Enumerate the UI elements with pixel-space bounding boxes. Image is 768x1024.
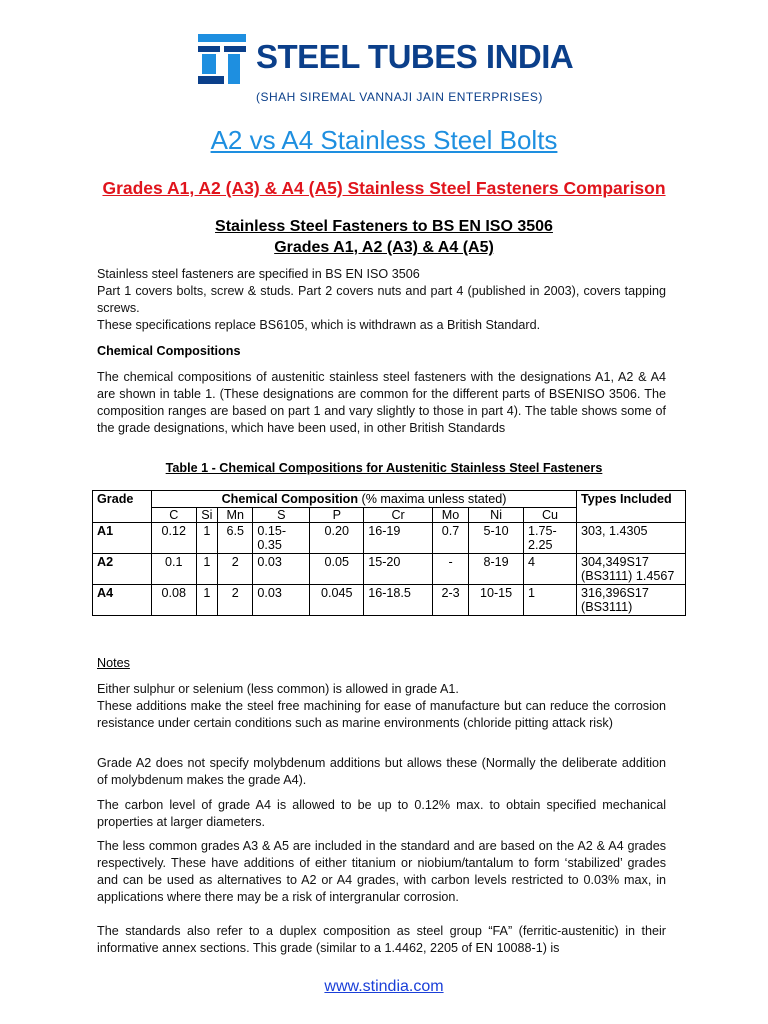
value-cell: 0.08 [152,585,197,616]
note-2: These additions make the steel free machining for ease of manufacture but can reduce the corrosion resistance under certain conditions such as marine environments (chloride pitting attack risk) [97,699,666,730]
value-cell: 16-18.5 [364,585,433,616]
value-cell: 0.12 [152,523,197,554]
website-link[interactable]: www.stindia.com [324,978,444,995]
types-cell: 316,396S17 (BS3111) [577,585,686,616]
brand-subtitle: (SHAH SIREMAL VANNAJI JAIN ENTERPRISES) [256,90,543,104]
table-row-a1 [93,523,686,554]
composition-table [92,490,686,616]
table-row-a2 [93,554,686,585]
value-cell: 0.05 [310,554,364,585]
intro-line3: These specifications replace BS6105, which is withdrawn as a British Standard. [97,318,541,332]
grade-cell: A1 [93,523,152,554]
element-cr: Cr [364,508,433,523]
value-cell: 10-15 [469,585,524,616]
types-cell: 303, 1.4305 [577,523,686,554]
chem-composition-header [152,491,577,508]
brand-name: STEEL TUBES INDIA [256,38,574,75]
chem-section-title: Chemical Compositions [97,344,241,358]
chem-composition-header-rest: (% maxima unless stated) [358,492,507,506]
company-logo [196,32,574,112]
note-6: The standards also refer to a duplex composition as steel group “FA” (ferritic-austenitic) in their informative annex sections. This grade (similar to a 1.4462, 2205 of EN 10088-1) is [97,924,666,955]
value-cell: 0.045 [310,585,364,616]
value-cell: 2 [218,554,253,585]
value-cell: 2 [218,585,253,616]
types-cell: 304,349S17 (BS3111) 1.4567 [577,554,686,585]
element-c: C [152,508,197,523]
element-s: S [253,508,310,523]
element-si: Si [196,508,218,523]
value-cell: 6.5 [218,523,253,554]
value-cell: - [432,554,468,585]
grade-header: Grade [93,491,152,523]
value-cell: 1 [196,523,218,554]
note-5: The less common grades A3 & A5 are included in the standard and are based on the A2 & A4 grades respectively. These have additions of either titanium or niobium/tantalum to form ‘stabilized’ grades and can be used as alternatives to A2 or A4 grades, with carbon levels restricted to 0.03% max, in applications where there may be a risk of intergranular corrosion. [97,839,666,904]
value-cell: 0.15-0.35 [253,523,310,554]
page-title: A2 vs A4 Stainless Steel Bolts [210,125,558,155]
element-p: P [310,508,364,523]
grade-cell: A2 [93,554,152,585]
value-cell: 4 [524,554,577,585]
section-heading-line2: Grades A1, A2 (A3) & A4 (A5) [274,239,494,256]
types-header: Types Included [577,491,686,523]
value-cell: 1.75-2.25 [524,523,577,554]
notes-label: Notes [97,656,130,670]
value-cell: 1 [196,585,218,616]
grade-cell: A4 [93,585,152,616]
table-title: Table 1 - Chemical Compositions for Austenitic Stainless Steel Fasteners [165,461,603,475]
value-cell: 1 [524,585,577,616]
intro-line1: Stainless steel fasteners are specified in BS EN ISO 3506 [97,267,420,281]
note-3: Grade A2 does not specify molybdenum additions but allows these (Normally the deliberate addition of molybdenum makes the grade A4). [97,756,666,787]
section-heading-line1: Stainless Steel Fasteners to BS EN ISO 3506 [215,218,553,235]
note-4: The carbon level of grade A4 is allowed to be up to 0.12% max. to obtain specified mechanical properties at larger diameters. [97,798,666,829]
page-subtitle: Grades A1, A2 (A3) & A4 (A5) Stainless Steel Fasteners Comparison [102,178,666,198]
element-mo: Mo [432,508,468,523]
chem-paragraph: The chemical compositions of austenitic stainless steel fasteners with the designations A1, A2 & A4 are shown in table 1. (These designations are common for the different parts of BSENISO 3506. The composition ranges are based on part 1 and vary slightly to those in part 4). The table shows some of the grade designations, which have been used, in other British Standards [97,370,666,435]
value-cell: 16-19 [364,523,433,554]
logo-mark-icon [196,32,248,88]
table-row-a4 [93,585,686,616]
chem-composition-header-bold: Chemical Composition [221,492,359,506]
table-header-row [93,491,686,508]
element-mn: Mn [218,508,253,523]
value-cell: 2-3 [432,585,468,616]
value-cell: 8-19 [469,554,524,585]
value-cell: 15-20 [364,554,433,585]
value-cell: 0.7 [432,523,468,554]
note-1: Either sulphur or selenium (less common) is allowed in grade A1. [97,682,459,696]
value-cell: 0.1 [152,554,197,585]
value-cell: 1 [196,554,218,585]
value-cell: 5-10 [469,523,524,554]
value-cell: 0.03 [253,585,310,616]
element-ni: Ni [469,508,524,523]
value-cell: 0.20 [310,523,364,554]
intro-line2: Part 1 covers bolts, screw & studs. Part 2 covers nuts and part 4 (published in 2003), covers tapping screws. [97,284,666,315]
value-cell: 0.03 [253,554,310,585]
element-cu: Cu [524,508,577,523]
